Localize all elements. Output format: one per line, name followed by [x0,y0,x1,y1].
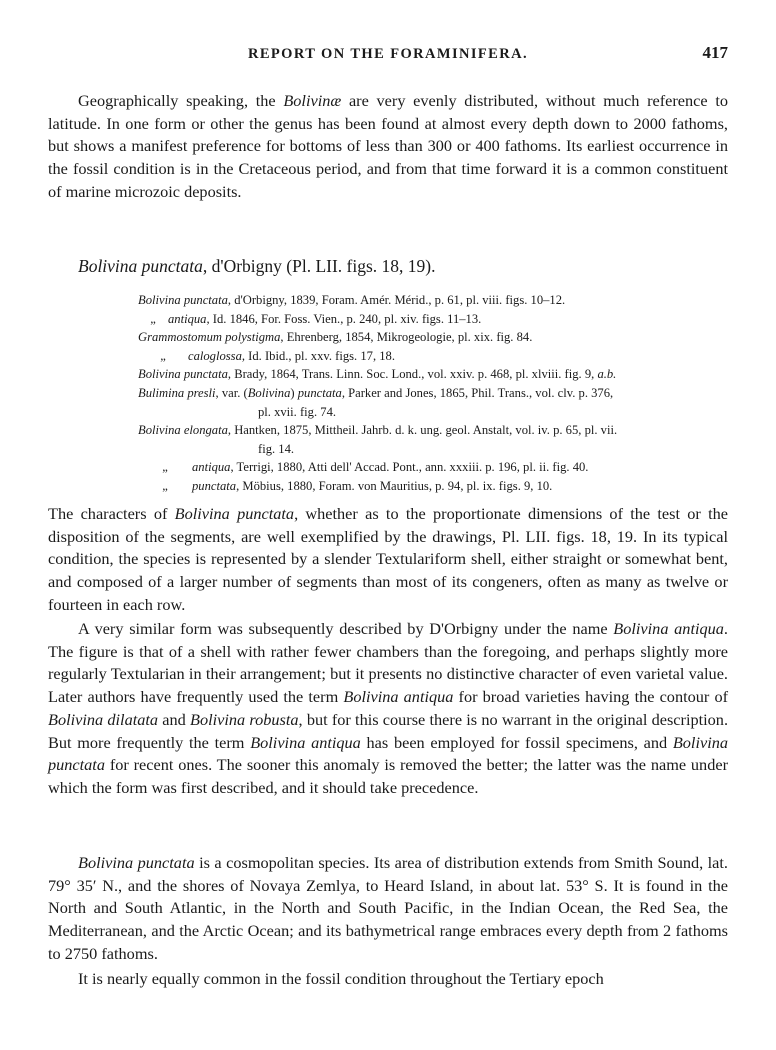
synonymy-entry: Grammostomum polystigma, Ehrenberg, 1854, Mikrogeologie, pl. xix. fig. 84. [138,330,533,345]
paragraph-fossil: It is nearly equally common in the fossil condition throughout the Tertiary epoch [78,969,604,988]
synonymy-entry: Bolivina elongata, Hantken, 1875, Mittheil. Jahrb. d. k. ung. geol. Anstalt, vol. iv. p. 65, pl. vii. [138,423,618,438]
page-header [0,43,776,70]
running-head: REPORT ON THE FORAMINIFERA. [247,46,529,62]
synonymy-list [138,291,732,496]
synonymy-entry: „ caloglossa, Id. Ibid., pl. xxv. figs. 17, 18. [160,348,395,363]
paragraph-antiqua: A very similar form was subsequently described by D'Orbigny under the name Bolivina antiqua. The figure is that of a shell with rather fewer chambers than the foregoing, and perhaps slightly more regularly Textularian in their arrangement; but it presents no distinctive character of even varietal value. Later authors have frequently used the term Bolivina antiqua for broad varieties having the contour of Bolivina dilatata and Bolivina robusta, but for this course there is no warrant in the original description. But more frequently the term Bolivina antiqua has been employed for fossil specimens, and Bolivina punctata for recent ones. The sooner this anomaly is removed the better; the latter was the name under which the form was first described, and it should take precedence. [48,619,729,797]
paragraph-distribution-range: Bolivina punctata is a cosmopolitan species. Its area of distribution extends from Smith Sound, lat. 79° 35′ N., and the shores of Novaya Zemlya, to Heard Island, in about lat. 53° S. It is found in the North and South Atlantic, in the North and South Pacific, in the Indian Ocean, the Red Sea, the Mediterranean, and the Arctic Ocean; and its bathymetrical range embraces every depth from 2 fathoms to 2750 fathoms. [48,853,729,963]
paragraph-characters: The characters of Bolivina punctata, whether as to the proportionate dimensions of the test or the disposition of the segments, are well exemplified by the drawings, Pl. LII. figs. 18, 19. In its typical condition, the species is represented by a slender Textulariform shell, either straight or somewhat bent, and composed of a larger number of segments than most of its congeners, often as many as twelve or fourteen in each row. [48,504,729,614]
synonymy-entry: „ punctata, Möbius, 1880, Foram. von Mauritius, p. 94, pl. ix. figs. 9, 10. [162,478,553,493]
synonymy-entry: Bolivina punctata, d'Orbigny, 1839, Foram. Amér. Mérid., p. 61, pl. viii. figs. 10–12. [138,293,566,307]
page-number: 417 [702,43,728,62]
synonymy-continuation: pl. xvii. fig. 74. [258,404,337,419]
synonymy-entry: Bulimina presli, var. (Bolivina) punctata, Parker and Jones, 1865, Phil. Trans., vol. clv. p. 376, [138,385,614,400]
synonymy-continuation: fig. 14. [258,441,295,456]
paragraph-distribution: Geographically speaking, the Bolivinæ are very evenly distributed, without much reference to latitude. In one form or other the genus has been found at almost every depth down to 2000 fathoms, but shows a manifest preference for bottoms of less than 300 or 400 fathoms. Its earliest occurrence in the fossil condition is in the Cretaceous period, and from that time forward it is a common constituent of marine microzoic deposits. [48,91,728,201]
species-heading: Bolivina punctata, d'Orbigny (Pl. LII. figs. 18, 19). [78,256,436,276]
synonymy-entry: Bolivina punctata, Brady, 1864, Trans. Linn. Soc. Lond., vol. xxiv. p. 468, pl. xlviii. fig. 9, a.b. [138,367,617,382]
synonymy-entry: „ antiqua, Terrigi, 1880, Atti dell' Accad. Pont., ann. xxxiii. p. 196, pl. ii. fig. 40. [162,460,589,475]
species-name: Bolivina punctata [78,256,203,276]
synonymy-entry: „ antiqua, Id. 1846, For. Foss. Vien., p. 240, pl. xiv. figs. 11–13. [150,311,482,326]
